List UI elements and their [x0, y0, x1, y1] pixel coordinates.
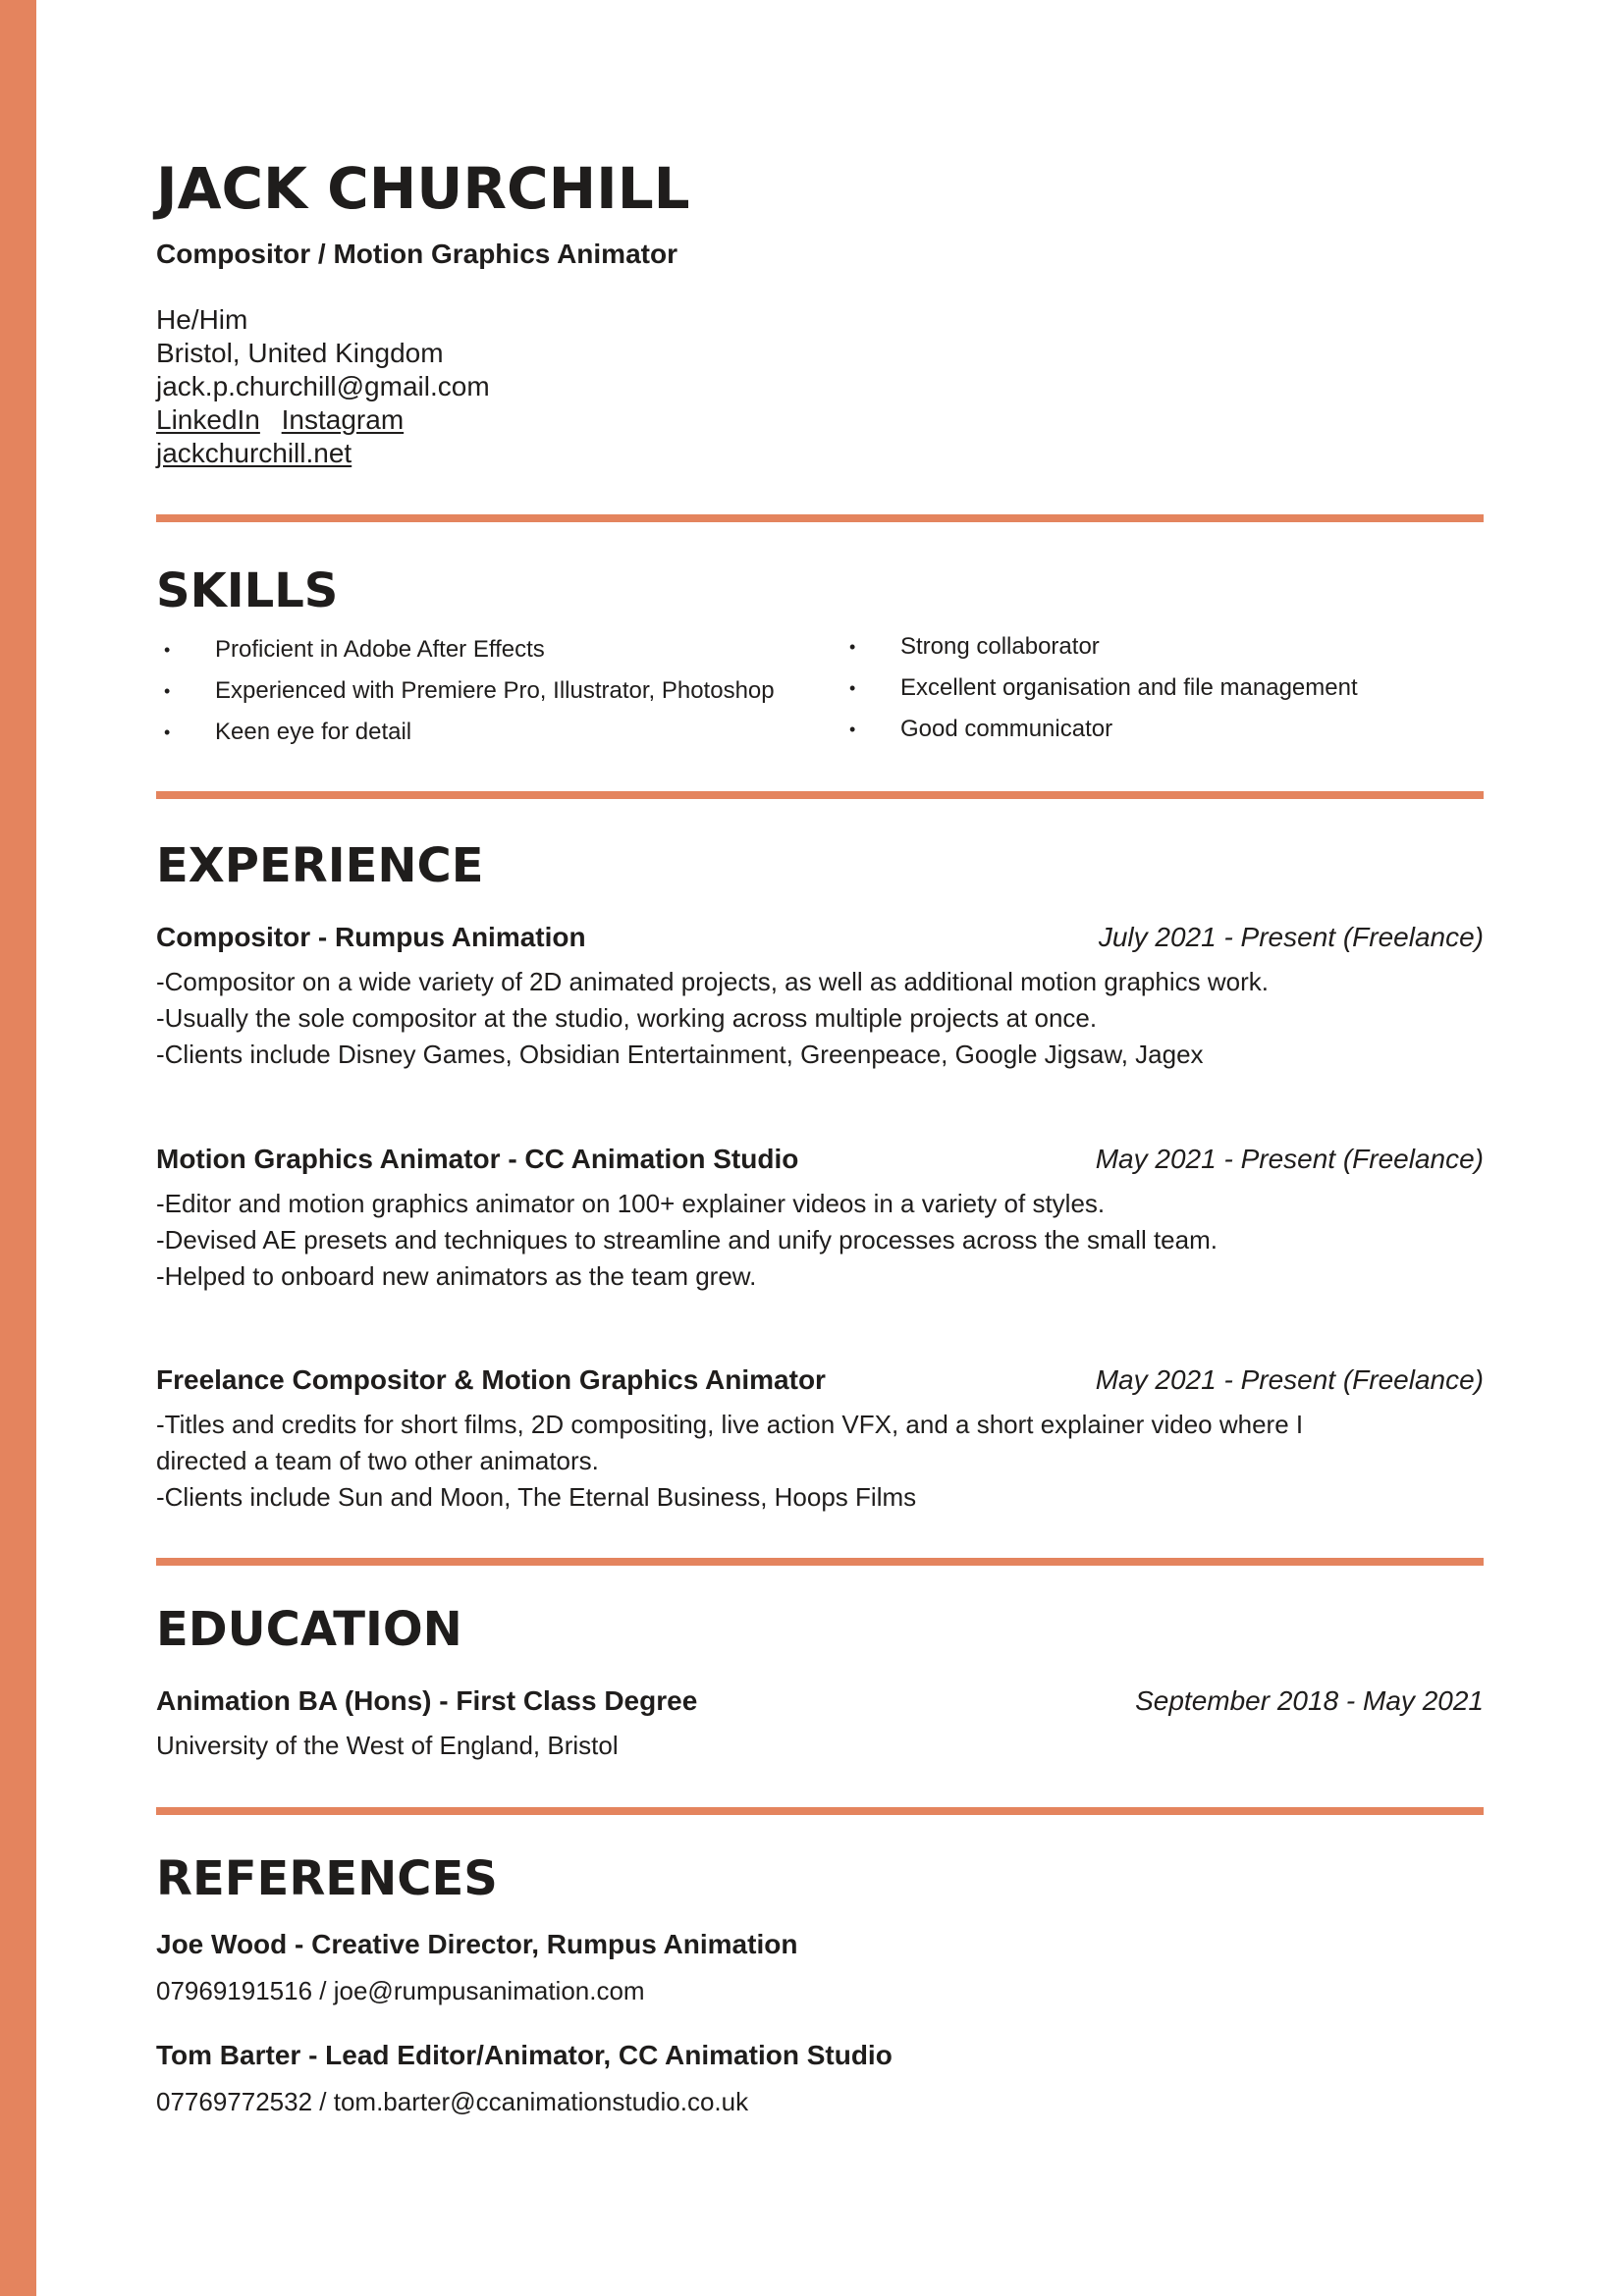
skill-item: • Strong collaborator: [841, 626, 1358, 667]
job-title: Compositor - Rumpus Animation: [156, 922, 586, 952]
skills-list-right: [841, 626, 1358, 750]
experience-heading: EXPERIENCE: [156, 838, 484, 893]
linkedin-link[interactable]: LinkedIn: [156, 404, 260, 435]
instagram-link[interactable]: Instagram: [281, 404, 405, 435]
education-dates: September 2018 - May 2021: [1135, 1685, 1484, 1716]
job-title: Motion Graphics Animator - CC Animation Studio: [156, 1144, 799, 1174]
experience-item: [156, 919, 1484, 1073]
bullet-icon: •: [849, 720, 856, 739]
experience-item: [156, 1362, 1484, 1516]
email: jack.p.churchill@gmail.com: [156, 371, 490, 401]
skill-item: • Keen eye for detail: [156, 712, 775, 753]
job-description: -Compositor on a wide variety of 2D animated projects, as well as additional motion graphics work. -Usually the sole compositor at the studio, working across multiple projects at once. -Clients include Disney Games, Obsidian Entertainment, Greenpeace, Google Jigsaw, Jagex: [156, 967, 1269, 1069]
skill-item: • Good communicator: [841, 709, 1358, 750]
section-divider: [156, 791, 1484, 799]
section-divider: [156, 1807, 1484, 1815]
bullet-icon: •: [849, 637, 856, 657]
reference-contact: 07969191516 / joe@rumpusanimation.com: [156, 1976, 645, 2005]
education-heading: EDUCATION: [156, 1602, 462, 1657]
pronouns: He/Him: [156, 304, 248, 335]
section-divider: [156, 514, 1484, 522]
reference-contact: 07769772532 / tom.barter@ccanimationstudio.co.uk: [156, 2087, 749, 2116]
candidate-name: JACK CHURCHILL: [156, 155, 690, 222]
skill-item: • Proficient in Adobe After Effects: [156, 629, 775, 670]
institution: University of the West of England, Bristol: [156, 1731, 619, 1760]
website-link[interactable]: jackchurchill.net: [156, 438, 352, 468]
skill-item: • Excellent organisation and file management: [841, 667, 1358, 709]
job-dates: July 2021 - Present (Freelance): [1098, 922, 1484, 952]
skills-list-left: [156, 629, 775, 753]
section-divider: [156, 1558, 1484, 1566]
job-title: Freelance Compositor & Motion Graphics Animator: [156, 1364, 826, 1395]
degree-title: Animation BA (Hons) - First Class Degree: [156, 1685, 698, 1716]
job-dates: May 2021 - Present (Freelance): [1095, 1364, 1484, 1395]
bullet-icon: •: [164, 681, 171, 701]
social-links: [156, 403, 490, 437]
job-description: -Editor and motion graphics animator on 100+ explainer videos in a variety of styles. -Devised AE presets and techniques to streamline and unify processes across the small team. -Helped to onboard new animators as the team grew.: [156, 1189, 1218, 1291]
bullet-icon: •: [849, 678, 856, 698]
contact-block: [156, 303, 490, 470]
experience-item: [156, 1141, 1484, 1295]
references-heading: REFERENCES: [156, 1851, 498, 1906]
skills-heading: SKILLS: [156, 563, 339, 618]
location: Bristol, United Kingdom: [156, 338, 444, 368]
job-description: -Titles and credits for short films, 2D compositing, live action VFX, and a short explainer video where I directed a team of two other animators. -Clients include Sun and Moon, The Eternal Business, Hoops Films: [156, 1410, 1304, 1512]
reference-name: Tom Barter - Lead Editor/Animator, CC Animation Studio: [156, 2040, 893, 2070]
bullet-icon: •: [164, 640, 171, 660]
candidate-role: Compositor / Motion Graphics Animator: [156, 239, 677, 269]
education-item: [156, 1682, 1484, 1764]
job-dates: May 2021 - Present (Freelance): [1095, 1144, 1484, 1174]
skill-item: • Experienced with Premiere Pro, Illustrator, Photoshop: [156, 670, 775, 712]
bullet-icon: •: [164, 722, 171, 742]
reference-name: Joe Wood - Creative Director, Rumpus Animation: [156, 1929, 798, 1959]
accent-side-bar: [0, 0, 36, 2296]
